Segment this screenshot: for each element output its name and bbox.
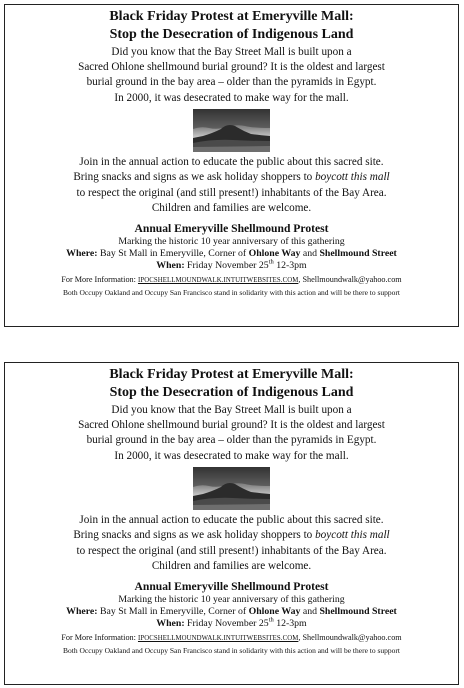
when-date: Friday November 25 — [184, 618, 269, 630]
event-details — [5, 594, 458, 630]
intro-paragraph — [5, 403, 458, 464]
intro-line: Did you know that the Bay Street Mall is built upon a — [111, 46, 352, 58]
intro-line: Sacred Ohlone shellmound burial ground? It is the oldest and largest — [78, 419, 385, 432]
action-line: Children and families are welcome. — [151, 560, 312, 573]
intro-line: In 2000, it was desecrated to make way for the mall. — [114, 449, 349, 462]
action-line — [5, 528, 458, 543]
boycott-emphasis: boycott this mall — [315, 171, 390, 184]
action-line: Join in the annual action to educate the public about this sacred site. — [79, 155, 384, 168]
marking-line: Marking the historic 10 year anniversary of this gathering — [118, 236, 345, 248]
action-line: to respect the original (and still present!) inhabitants of the Bay Area. — [76, 544, 387, 557]
protest-title: Annual Emeryville Shellmound Protest — [134, 222, 329, 236]
action-text: Bring snacks and signs as we ask holiday shoppers to — [73, 171, 316, 184]
flyer-title — [5, 8, 458, 44]
more-info-line — [5, 632, 458, 645]
event-details — [5, 236, 458, 272]
where-line — [5, 248, 458, 260]
intro-paragraph — [5, 45, 458, 106]
when-suffix: th — [268, 259, 274, 267]
solidarity-note: Both Occupy Oakland and Occupy San Francisco stand in solidarity with this action and will be there to support — [62, 287, 401, 297]
boycott-emphasis: boycott this mall — [315, 529, 390, 542]
shellmound-photo — [193, 109, 270, 152]
where-street: Ohlone Way — [248, 606, 301, 618]
action-text: Bring snacks and signs as we ask holiday shoppers to — [73, 529, 316, 542]
when-line — [5, 618, 458, 630]
title-line-2: Stop the Desecration of Indigenous Land — [109, 385, 354, 400]
title-line-1: Black Friday Protest at Emeryville Mall: — [109, 9, 354, 24]
action-line — [5, 170, 458, 185]
flyer-title — [5, 366, 458, 402]
where-street: Shellmound Street — [319, 248, 397, 260]
where-label: Where: — [66, 248, 98, 260]
solidarity-note: Both Occupy Oakland and Occupy San Francisco stand in solidarity with this action and will be there to support — [62, 645, 401, 655]
intro-line: burial ground in the bay area – older than the pyramids in Egypt. — [86, 76, 377, 89]
when-suffix: th — [268, 617, 274, 625]
more-info-label: For More Information: — [61, 633, 138, 643]
where-and: and — [300, 606, 320, 618]
title-line-1: Black Friday Protest at Emeryville Mall: — [109, 367, 354, 382]
where-label: Where: — [66, 606, 98, 618]
contact-email[interactable]: , Shellmoundwalk@yahoo.com — [298, 275, 402, 285]
action-paragraph — [5, 155, 458, 217]
when-label: When: — [156, 618, 185, 630]
flyer-bottom — [4, 362, 459, 685]
where-street: Shellmound Street — [319, 606, 397, 618]
action-line: Children and families are welcome. — [151, 202, 312, 215]
when-time: 12-3pm — [273, 260, 307, 272]
intro-line: Sacred Ohlone shellmound burial ground? It is the oldest and largest — [78, 61, 385, 74]
more-info-line — [5, 274, 458, 287]
when-label: When: — [156, 260, 185, 272]
title-line-2: Stop the Desecration of Indigenous Land — [109, 27, 354, 42]
intro-line: Did you know that the Bay Street Mall is built upon a — [111, 404, 352, 416]
where-text: Bay St Mall in Emeryville, Corner of — [97, 606, 249, 618]
when-date: Friday November 25 — [184, 260, 269, 272]
where-text: Bay St Mall in Emeryville, Corner of — [97, 248, 249, 260]
website-link[interactable]: IPOCSHELLMOUNDWALK.INTUITWEBSITES.COM — [137, 635, 299, 643]
action-paragraph — [5, 513, 458, 575]
when-time: 12-3pm — [273, 618, 307, 630]
intro-line: burial ground in the bay area – older than the pyramids in Egypt. — [86, 434, 377, 447]
where-and: and — [300, 248, 320, 260]
protest-title: Annual Emeryville Shellmound Protest — [134, 580, 329, 594]
when-line — [5, 260, 458, 272]
action-line: Join in the annual action to educate the public about this sacred site. — [79, 513, 384, 526]
contact-email[interactable]: , Shellmoundwalk@yahoo.com — [298, 633, 402, 643]
flyer-top — [4, 4, 459, 327]
website-link[interactable]: IPOCSHELLMOUNDWALK.INTUITWEBSITES.COM — [137, 277, 299, 285]
where-street: Ohlone Way — [248, 248, 301, 260]
intro-line: In 2000, it was desecrated to make way for the mall. — [114, 91, 349, 104]
more-info-label: For More Information: — [61, 275, 138, 285]
shellmound-photo — [193, 467, 270, 510]
action-line: to respect the original (and still present!) inhabitants of the Bay Area. — [76, 186, 387, 199]
where-line — [5, 606, 458, 618]
marking-line: Marking the historic 10 year anniversary of this gathering — [118, 594, 345, 606]
